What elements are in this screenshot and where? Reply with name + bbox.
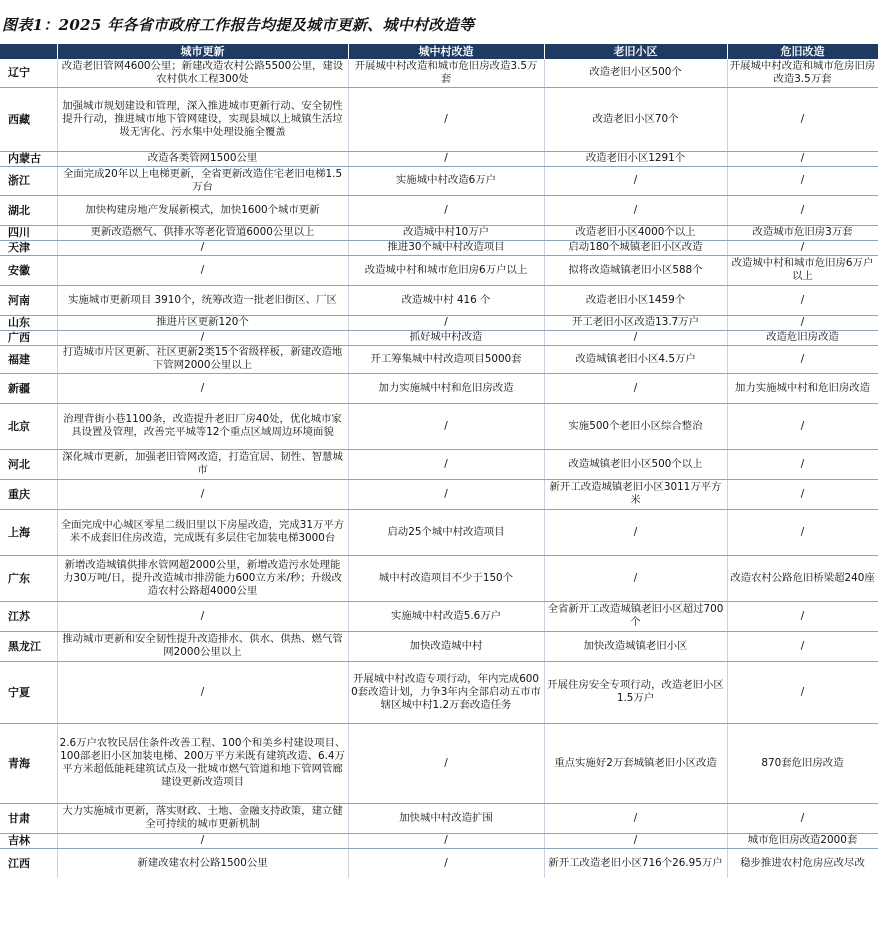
- urban-village-cell: 启动25个城中村改造项目: [348, 509, 544, 555]
- urban-renewal-cell: 深化城市更新，加强老旧管网改造，打造宜居、韧性、智慧城市: [57, 449, 348, 479]
- urban-renewal-cell: 加强城市规划建设和管理，深入推进城市更新行动、安全韧性提升行动，推进城市地下管网建设，实现县城以上城镇生活垃圾无害化、污水集中处理设施全覆盖: [57, 87, 348, 151]
- old-community-cell: /: [544, 555, 727, 601]
- urban-village-cell: 加快城中村改造扩围: [348, 803, 544, 833]
- table-row: [0, 87, 878, 151]
- dilapidated-cell: /: [727, 601, 878, 631]
- urban-renewal-cell: 实施城市更新项目 3910个，统筹改造一批老旧街区、厂区: [57, 285, 348, 315]
- old-community-cell: 开工老旧小区改造13.7万户: [544, 315, 727, 330]
- dilapidated-cell: /: [727, 240, 878, 255]
- urban-village-cell: 开工筹集城中村改造项目5000套: [348, 345, 544, 373]
- table-row: [0, 373, 878, 403]
- old-community-cell: 改造老旧小区70个: [544, 87, 727, 151]
- old-community-cell: 改造老旧小区1459个: [544, 285, 727, 315]
- province-cell: 江苏: [0, 601, 57, 631]
- dilapidated-cell: 改造危旧房改造: [727, 330, 878, 345]
- header-urban-village: 城中村改造: [348, 44, 544, 59]
- old-community-cell: 改造老旧小区4000个以上: [544, 225, 727, 240]
- urban-renewal-cell: 加快构建房地产发展新模式，加快1600个城市更新: [57, 195, 348, 225]
- urban-village-cell: 改造城中村 416 个: [348, 285, 544, 315]
- urban-renewal-cell: 推动城市更新和安全韧性提升改造排水、供水、供热、燃气管网2000公里以上: [57, 631, 348, 661]
- table-row: [0, 479, 878, 509]
- old-community-cell: 拟将改造城镇老旧小区588个: [544, 255, 727, 285]
- province-cell: 河北: [0, 449, 57, 479]
- province-cell: 上海: [0, 509, 57, 555]
- header-dilapidated: 危旧改造: [727, 44, 878, 59]
- old-community-cell: 加快改造城镇老旧小区: [544, 631, 727, 661]
- urban-village-cell: /: [348, 833, 544, 848]
- province-cell: 重庆: [0, 479, 57, 509]
- figure-title: 图表1：2025 年各省市政府工作报告均提及城市更新、城中村改造等: [2, 16, 475, 34]
- urban-village-cell: 实施城中村改造5.6万户: [348, 601, 544, 631]
- dilapidated-cell: 稳步推进农村危房应改尽改: [727, 848, 878, 878]
- province-cell: 广东: [0, 555, 57, 601]
- province-cell: 内蒙古: [0, 151, 57, 166]
- old-community-cell: 改造老旧小区1291个: [544, 151, 727, 166]
- province-cell: 天津: [0, 240, 57, 255]
- dilapidated-cell: 改造城市危旧房3万套: [727, 225, 878, 240]
- urban-village-cell: /: [348, 195, 544, 225]
- urban-renewal-cell: /: [57, 479, 348, 509]
- urban-village-cell: /: [348, 479, 544, 509]
- table-row: [0, 255, 878, 285]
- table-header-row: [0, 44, 878, 59]
- dilapidated-cell: /: [727, 195, 878, 225]
- province-cell: 青海: [0, 723, 57, 803]
- urban-renewal-cell: /: [57, 833, 348, 848]
- dilapidated-cell: /: [727, 479, 878, 509]
- province-cell: 吉林: [0, 833, 57, 848]
- table-row: [0, 240, 878, 255]
- dilapidated-cell: /: [727, 631, 878, 661]
- old-community-cell: /: [544, 166, 727, 195]
- dilapidated-cell: /: [727, 166, 878, 195]
- table-row: [0, 225, 878, 240]
- urban-renewal-cell: 改造老旧管网4600公里；新建改造农村公路5500公里，建设农村供水工程300处: [57, 59, 348, 87]
- urban-village-cell: /: [348, 449, 544, 479]
- urban-village-cell: 开展城中村改造专项行动，年内完成6000套改造计划，力争3年内全部启动五市市辖区城中村1.2万套改造任务: [348, 661, 544, 723]
- old-community-cell: /: [544, 195, 727, 225]
- table-row: [0, 661, 878, 723]
- urban-village-cell: /: [348, 151, 544, 166]
- table-row: [0, 555, 878, 601]
- urban-village-cell: 改造城中村和城市危旧房6万户以上: [348, 255, 544, 285]
- dilapidated-cell: /: [727, 449, 878, 479]
- urban-renewal-cell: /: [57, 373, 348, 403]
- urban-renewal-cell: 改造各类管网1500公里: [57, 151, 348, 166]
- urban-renewal-cell: 更新改造燃气、供排水等老化管道6000公里以上: [57, 225, 348, 240]
- table-row: [0, 151, 878, 166]
- table-row: [0, 803, 878, 833]
- urban-village-cell: /: [348, 848, 544, 878]
- urban-village-cell: /: [348, 403, 544, 449]
- urban-renewal-cell: /: [57, 661, 348, 723]
- province-cell: 辽宁: [0, 59, 57, 87]
- old-community-cell: /: [544, 330, 727, 345]
- header-urban-renewal: 城市更新: [57, 44, 348, 59]
- dilapidated-cell: /: [727, 803, 878, 833]
- table-row: [0, 345, 878, 373]
- urban-village-cell: 加力实施城中村和危旧房改造: [348, 373, 544, 403]
- province-cell: 北京: [0, 403, 57, 449]
- urban-renewal-cell: 全面完成中心城区零星二级旧里以下房屋改造，完成31万平方米不成套旧住房改造，完成既有多层住宅加装电梯3000台: [57, 509, 348, 555]
- province-cell: 河南: [0, 285, 57, 315]
- old-community-cell: /: [544, 373, 727, 403]
- urban-renewal-cell: 新建改建农村公路1500公里: [57, 848, 348, 878]
- urban-renewal-cell: 打造城市片区更新、社区更新2类15个省级样板，新建改造地下管网2000公里以上: [57, 345, 348, 373]
- province-cell: 福建: [0, 345, 57, 373]
- dilapidated-cell: 开展城中村改造和城市危房旧房改造3.5万套: [727, 59, 878, 87]
- table-row: [0, 330, 878, 345]
- old-community-cell: 重点实施好2万套城镇老旧小区改造: [544, 723, 727, 803]
- urban-village-cell: 城中村改造项目不少于150个: [348, 555, 544, 601]
- province-cell: 宁夏: [0, 661, 57, 723]
- table-row: [0, 601, 878, 631]
- urban-village-cell: /: [348, 723, 544, 803]
- old-community-cell: 改造城镇老旧小区4.5万户: [544, 345, 727, 373]
- dilapidated-cell: 加力实施城中村和危旧房改造: [727, 373, 878, 403]
- table-row: [0, 723, 878, 803]
- table-row: [0, 285, 878, 315]
- old-community-cell: 全省新开工改造城镇老旧小区超过700个: [544, 601, 727, 631]
- urban-renewal-cell: /: [57, 330, 348, 345]
- province-cell: 浙江: [0, 166, 57, 195]
- dilapidated-cell: /: [727, 509, 878, 555]
- urban-village-cell: 加快改造城中村: [348, 631, 544, 661]
- province-cell: 新疆: [0, 373, 57, 403]
- old-community-cell: 实施500个老旧小区综合整治: [544, 403, 727, 449]
- dilapidated-cell: 870套危旧房改造: [727, 723, 878, 803]
- dilapidated-cell: /: [727, 403, 878, 449]
- urban-renewal-cell: /: [57, 601, 348, 631]
- table-row: [0, 195, 878, 225]
- dilapidated-cell: /: [727, 345, 878, 373]
- province-cell: 黑龙江: [0, 631, 57, 661]
- urban-village-cell: 开展城中村改造和城市危旧房改造3.5万套: [348, 59, 544, 87]
- old-community-cell: /: [544, 803, 727, 833]
- urban-village-cell: 推进30个城中村改造项目: [348, 240, 544, 255]
- table-body: [0, 59, 878, 878]
- table-row: [0, 315, 878, 330]
- table-row: [0, 509, 878, 555]
- old-community-cell: 新开工改造老旧小区716个26.95万户: [544, 848, 727, 878]
- urban-renewal-cell: 全面完成20年以上电梯更新，全省更新改造住宅老旧电梯1.5万台: [57, 166, 348, 195]
- table-row: [0, 403, 878, 449]
- urban-renewal-cell: /: [57, 255, 348, 285]
- old-community-cell: 启动180个城镇老旧小区改造: [544, 240, 727, 255]
- province-cell: 西藏: [0, 87, 57, 151]
- province-cell: 四川: [0, 225, 57, 240]
- header-old-community: 老旧小区: [544, 44, 727, 59]
- province-cell: 山东: [0, 315, 57, 330]
- old-community-cell: 改造城镇老旧小区500个以上: [544, 449, 727, 479]
- dilapidated-cell: /: [727, 151, 878, 166]
- old-community-cell: /: [544, 833, 727, 848]
- urban-renewal-cell: /: [57, 240, 348, 255]
- urban-village-cell: /: [348, 315, 544, 330]
- dilapidated-cell: /: [727, 661, 878, 723]
- urban-renewal-cell: 推进片区更新120个: [57, 315, 348, 330]
- urban-renewal-cell: 2.6万户农牧民居住条件改善工程、100个和美乡村建设项目、100部老旧小区加装电梯、200万平方米既有建筑改造、6.4万平方米超低能耗建筑试点及一批城市燃气管道和地下管网管廊建设更新改造项目: [57, 723, 348, 803]
- dilapidated-cell: /: [727, 87, 878, 151]
- province-cell: 湖北: [0, 195, 57, 225]
- province-cell: 安徽: [0, 255, 57, 285]
- old-community-cell: /: [544, 509, 727, 555]
- urban-renewal-cell: 大力实施城市更新，落实财政、土地、金融支持政策，建立健全可持续的城市更新机制: [57, 803, 348, 833]
- dilapidated-cell: /: [727, 315, 878, 330]
- old-community-cell: 新开工改造城镇老旧小区3011万平方米: [544, 479, 727, 509]
- policy-table: [0, 44, 878, 878]
- dilapidated-cell: /: [727, 285, 878, 315]
- old-community-cell: 改造老旧小区500个: [544, 59, 727, 87]
- dilapidated-cell: 改造农村公路危旧桥梁超240座: [727, 555, 878, 601]
- table-row: [0, 59, 878, 87]
- province-cell: 江西: [0, 848, 57, 878]
- urban-renewal-cell: 新增改造城镇供排水管网超2000公里，新增改造污水处理能力30万吨/日，提升改造城市排涝能力600立方米/秒；升级改造农村公路超4000公里: [57, 555, 348, 601]
- province-cell: 甘肃: [0, 803, 57, 833]
- table-row: [0, 449, 878, 479]
- table-row: [0, 848, 878, 878]
- urban-village-cell: 实施城中村改造6万户: [348, 166, 544, 195]
- dilapidated-cell: 改造城中村和城市危旧房6万户以上: [727, 255, 878, 285]
- urban-village-cell: 抓好城中村改造: [348, 330, 544, 345]
- table-row: [0, 166, 878, 195]
- header-province: [0, 44, 57, 59]
- urban-village-cell: /: [348, 87, 544, 151]
- dilapidated-cell: 城市危旧房改造2000套: [727, 833, 878, 848]
- urban-renewal-cell: 治理背街小巷1100条，改造提升老旧厂房40处，优化城市家具设置及管理，改善完平城等12个重点区域周边环境面貌: [57, 403, 348, 449]
- table-row: [0, 631, 878, 661]
- urban-village-cell: 改造城中村10万户: [348, 225, 544, 240]
- table-row: [0, 833, 878, 848]
- old-community-cell: 开展住房安全专项行动，改造老旧小区1.5万户: [544, 661, 727, 723]
- province-cell: 广西: [0, 330, 57, 345]
